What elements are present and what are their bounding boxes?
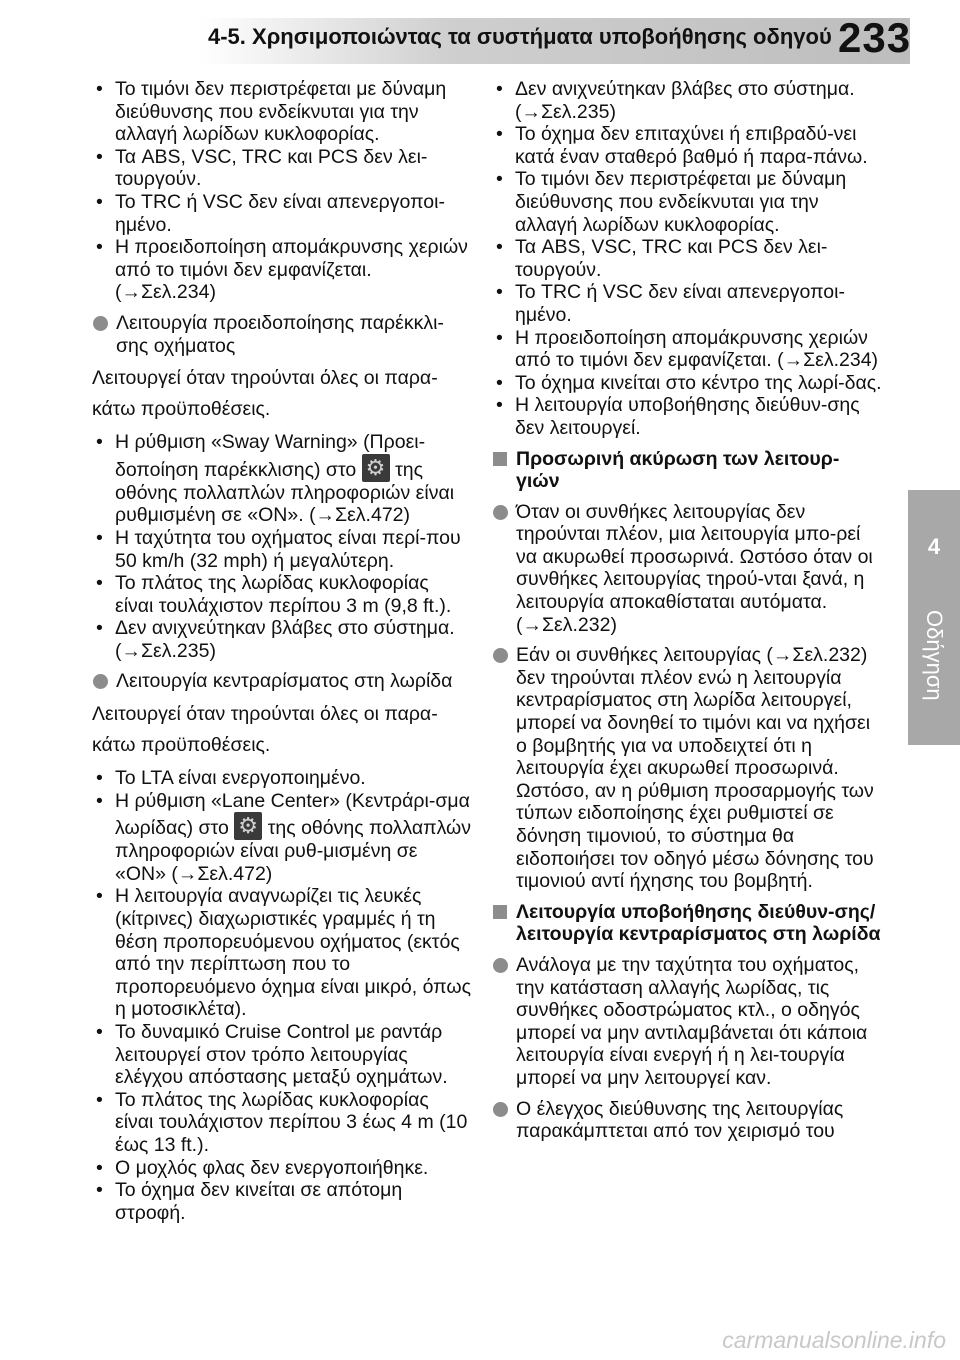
subheading-lane-centering: Λειτουργία κεντραρίσματος στη λωρίδα xyxy=(92,670,472,693)
watermark: carmanualsonline.info xyxy=(722,1327,946,1353)
list-item: • Η λειτουργία αναγνωρίζει τις λευκές (κίτρινες) διαχωριστικές γραμμές ή τη θέση προπορευόμενου οχήματος (εκτός από την περίπτωση που το προπορευόμενο όχημα είναι μικρό, όπως η μοτοσικλέτα). xyxy=(96,885,471,1021)
list-item: • Το TRC ή VSC δεν είναι απενεργοποι-ημένο. xyxy=(496,281,845,326)
note-paragraph: Εάν οι συνθήκες λειτουργίας (→Σελ.232) δεν τηρούνται πλέον ενώ η λειτουργία κεντραρίσματος στη λωρίδα λειτουργεί, μπορεί να δονηθεί το τιμόνι και να ηχήσει ο βομβητής για να υποδειχτεί ότι η λειτουργία έχει ακυρωθεί προσωρινά. Ωστόσο, αν η ρύθμιση προσαρμογής των τύπων ειδοποίησης έχει ρυθμιστεί σε δόνηση τιμονιού, το σύστημα θα ειδοποιήσει τον οδηγό μέσω δόνησης του τιμονιού αντί ήχησης του βομβητή. xyxy=(492,644,882,893)
list-item: • Η προειδοποίηση απομάκρυνσης χεριών από το τιμόνι δεν εμφανίζεται. (→Σελ.234) xyxy=(496,326,879,372)
circle-bullet-icon xyxy=(93,674,108,689)
left-column xyxy=(92,78,472,1224)
list-item: • Το όχημα δεν επιταχύνει ή επιβραδύ-νει κατά έναν σταθερό βαθμό ή παρα-πάνω. xyxy=(496,123,868,168)
settings-gear-icon xyxy=(362,454,390,482)
section-heading-steering-assist: Λειτουργία υποβοήθησης διεύθυν-σης/λειτουργία κεντραρίσματος στη λωρίδα xyxy=(492,901,882,946)
circle-bullet-icon xyxy=(493,505,508,520)
circle-bullet-icon xyxy=(493,648,508,663)
circle-bullet-icon xyxy=(493,958,508,973)
list-item: • Το πλάτος της λωρίδας κυκλοφορίας είναι τουλάχιστον περίπου 3 έως 4 m (10 έως 13 ft.). xyxy=(96,1088,468,1156)
right-column xyxy=(492,78,882,1149)
note-paragraph: Όταν οι συνθήκες λειτουργίας δεν τηρούνται πλέον, μια λειτουργία μπο-ρεί να ακυρωθεί προσωρινά. Ωστόσο όταν οι συνθήκες λειτουργίας τηρού-νται ξανά, η λειτουργία αποκαθίσταται αυτόματα. (→Σελ.232) xyxy=(492,501,882,637)
list-item: • Δεν ανιχνεύτηκαν βλάβες στο σύστημα. (→Σελ.235) xyxy=(96,617,455,662)
chapter-label: Οδήγηση xyxy=(922,609,947,701)
settings-gear-icon xyxy=(234,812,262,840)
list-item: • Το όχημα κινείται στο κέντρο της λωρί-δας. xyxy=(496,371,882,394)
list-item: • Το LTA είναι ενεργοποιημένο. xyxy=(96,767,366,790)
list-item: • Η ρύθμιση «Sway Warning» (Προει-δοποίηση παρέκκλισης) στο ⚙ της οθόνης πολλαπλών πληροφοριών είναι ρυθμισμένη σε «ON». (→Σελ.472) xyxy=(92,431,472,527)
note-paragraph: Ανάλογα με την ταχύτητα του οχήματος, την κατάσταση αλλαγής λωρίδας, τις συνθήκες οδοστρώματος κτλ., ο οδηγός μπορεί να μην αντιλαμβάνεται ότι κάποια λειτουργία είναι ενεργή ή η λει-τουργία μπορεί να μην λειτουργεί καν. xyxy=(492,954,882,1090)
list-item: • Το όχημα δεν κινείται σε απότομη στροφή. xyxy=(96,1179,403,1224)
subheading-sway-warning: Λειτουργία προειδοποίησης παρέκκλι-σης οχήματος xyxy=(92,312,472,357)
square-bullet-icon xyxy=(493,905,507,919)
list-item: • Τα ABS, VSC, TRC και PCS δεν λει-τουργούν. xyxy=(96,145,428,191)
page-number: 233 xyxy=(838,14,912,61)
chapter-tab xyxy=(908,490,960,745)
list-item: • Το δυναμικό Cruise Control με ραντάρ λειτουργεί στον τρόπο λειτουργίας ελέγχου απόστασης μεταξύ οχημάτων. xyxy=(96,1021,448,1089)
circle-bullet-icon xyxy=(493,1102,508,1117)
list-item: • Το τιμόνι δεν περιστρέφεται με δύναμη διεύθυνσης που ενδείκνυται για την αλλαγή λωρίδων κυκλοφορίας. xyxy=(496,168,847,236)
list-item: • Το τιμόνι δεν περιστρέφεται με δύναμη διεύθυνσης που ενδείκνυται για την αλλαγή λωρίδων κυκλοφορίας. xyxy=(96,78,447,146)
note-paragraph: Ο έλεγχος διεύθυνσης της λειτουργίας παρακάμπτεται από τον χειρισμό του xyxy=(492,1098,882,1143)
list-item: • Το πλάτος της λωρίδας κυκλοφορίας είναι τουλάχιστον περίπου 3 m (9,8 ft.). xyxy=(96,572,452,617)
list-item: • Η ταχύτητα του οχήματος είναι περί-που 50 km/h (32 mph) ή μεγαλύτερη. xyxy=(96,526,461,572)
section-title: 4-5. Χρησιμοποιώντας τα συστήματα υποβοήθησης οδηγού xyxy=(208,24,832,49)
list-item: • Η προειδοποίηση απομάκρυνσης χεριών από το τιμόνι δεν εμφανίζεται. (→Σελ.234) xyxy=(96,236,468,304)
list-item: • Η λειτουργία υποβοήθησης διεύθυν-σης δεν λειτουργεί. xyxy=(496,394,860,439)
square-bullet-icon xyxy=(493,452,507,466)
paragraph: Λειτουργεί όταν τηρούνται όλες οι παρα-κάτω προϋποθέσεις. xyxy=(92,703,438,757)
list-item: • Το TRC ή VSC δεν είναι απενεργοποι-ημένο. xyxy=(96,190,445,236)
chapter-number: 4 xyxy=(927,534,941,559)
paragraph: Λειτουργεί όταν τηρούνται όλες οι παρα-κάτω προϋποθέσεις. xyxy=(92,367,438,421)
list-item: • Τα ABS, VSC, TRC και PCS δεν λει-τουργούν. xyxy=(496,236,828,281)
list-item: • Η ρύθμιση «Lane Center» (Κεντράρι-σμα λωρίδας) στο ⚙ της οθόνης πολλαπλών πληροφοριών είναι ρυθ-μισμένη σε «ON» (→Σελ.472) xyxy=(92,790,472,886)
list-item: • Ο μοχλός φλας δεν ενεργοποιήθηκε. xyxy=(96,1156,429,1179)
page-header xyxy=(0,0,960,68)
section-heading-temporary-cancel: Προσωρινή ακύρωση των λειτουρ-γιών xyxy=(492,448,882,493)
circle-bullet-icon xyxy=(93,316,108,331)
list-item: • Δεν ανιχνεύτηκαν βλάβες στο σύστημα. (→Σελ.235) xyxy=(496,78,855,123)
